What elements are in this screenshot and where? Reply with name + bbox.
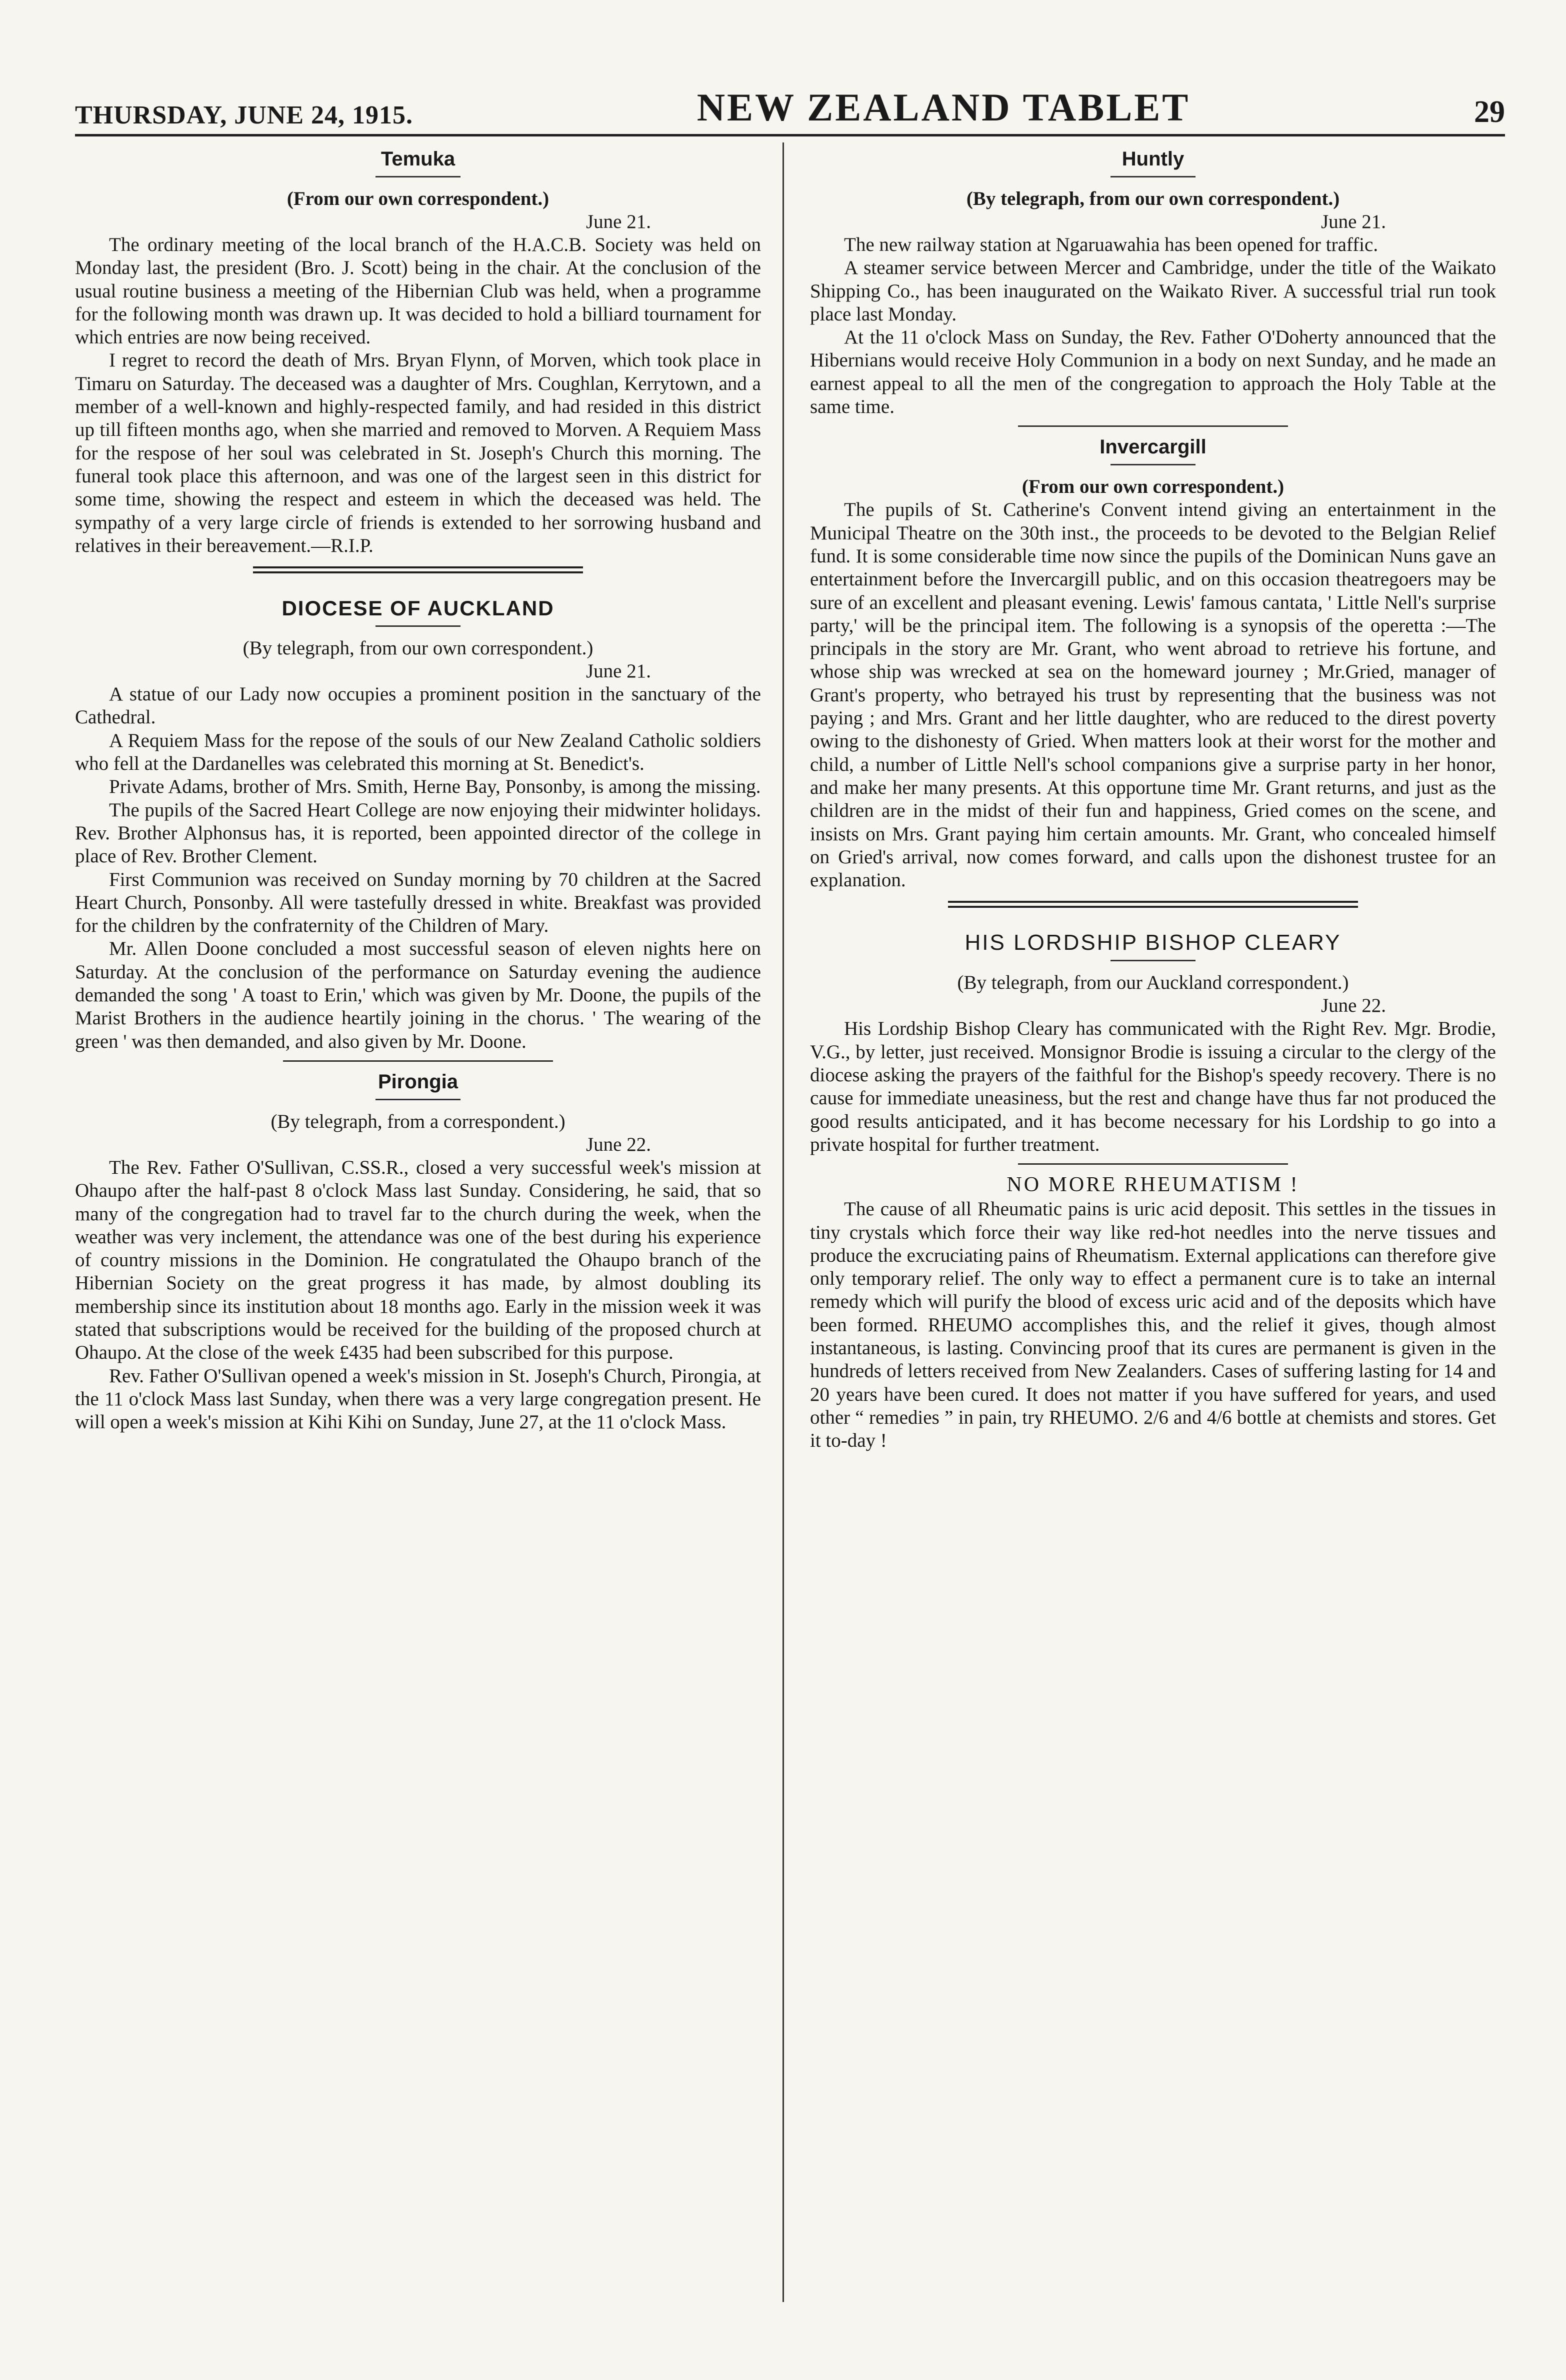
- section-rule: [1018, 1163, 1288, 1165]
- huntly-byline: (By telegraph, from our own correspondent.): [966, 188, 1340, 209]
- heading-rule: [1110, 176, 1196, 177]
- masthead-title: NEW ZEALAND TABLET: [696, 85, 1190, 129]
- section-double-rule: [253, 566, 583, 573]
- heading-rule: [376, 176, 460, 177]
- rheumatism-heading: NO MORE RHEUMATISM !: [1006, 1173, 1300, 1197]
- cleary-article: [810, 930, 1496, 1156]
- auckland-article: [75, 595, 761, 1053]
- temuka-paragraph: I regret to record the death of Mrs. Bryan Flynn, of Morven, which took place in Timaru on Saturday. The deceased was a daughter of Mrs. Coughlan, Kerrytown, and a member of a well-known and highly-respected family, and had resided in this district up till fifteen months ago, when she married and removed to Morven. A Requiem Mass for the respose of her soul was celebrated in St. Joseph's Church this morning. The funeral took place this afternoon, and was one of the largest seen in this district for some time, showing the respect and esteem in which the deceased was held. The sympathy of a very large circle of friends is extended to her sorrowing husband and relatives in their bereavement.—R.I.P.: [75, 349, 761, 556]
- left-column: [75, 146, 761, 1434]
- pirongia-paragraph: Rev. Father O'Sullivan opened a week's mission in St. Joseph's Church, Pirongia, at the 11 o'clock Mass last Sunday, when there was a very large congregation present. He will open a week's mission at Kihi Kihi on Sunday, June 27, at the 11 o'clock Mass.: [75, 1365, 761, 1433]
- right-column: [810, 146, 1496, 1452]
- auckland-paragraph: Private Adams, brother of Mrs. Smith, Herne Bay, Ponsonby, is among the missing.: [109, 776, 761, 798]
- auckland-heading: DIOCESE OF AUCKLAND: [282, 596, 554, 620]
- heading-rule: [1110, 464, 1196, 465]
- section-rule: [1018, 425, 1288, 427]
- temuka-paragraph: The ordinary meeting of the local branch of the H.A.C.B. Society was held on Monday last, the president (Bro. J. Scott) being in the chair. At the conclusion of the usual routine business a meeting of the Hibernian Club was held, when a programme for the following month was drawn up. It was decided to hold a billiard tournament for which entries are now being received.: [75, 234, 761, 348]
- temuka-article: [75, 146, 761, 557]
- huntly-article: [810, 146, 1496, 418]
- auckland-paragraph: A statue of our Lady now occupies a prominent position in the sanctuary of the Cathedral.: [75, 683, 761, 728]
- heading-rule: [376, 1099, 460, 1100]
- invercargill-paragraph: The pupils of St. Catherine's Convent intend giving an entertainment in the Municipal Theatre on the 30th inst., the proceeds to be devoted to the Belgian Relief fund. It is some considerable time now since the pupils of the Dominican Nuns gave an entertainment before the Invercargill public, and on this occasion theatregoers may be sure of an excellent and pleasant evening. Lewis' famous cantata, ' Little Nell's surprise party,' will be the principal item. The following is a synopsis of the operetta :—The principals in the story are Mr. Grant, who went abroad to retrieve his fortune, and whose ship was wrecked at sea on the homeward journey ; Mr.Gried, manager of Grant's property, who betrayed his trust by representing that the business was not paying ; and Mrs. Grant and her little daughter, who are reduced to the direst poverty owing to the dishonesty of Gried. When matters look at their worst for the mother and child, a number of Little Nell's school companions give a surprise party in her honor, and make her many presents. At this opportune time Mr. Grant returns, and just as the children are in the midst of their fun and happiness, Gried comes on the scene, and insists on Mrs. Grant paying him certain amounts. Mr. Grant, who concealed himself on Gried's arrival, now comes forward, and calls upon the dishonest trustee for an explanation.: [810, 499, 1496, 891]
- invercargill-article: [810, 434, 1496, 892]
- temuka-heading: Temuka: [380, 148, 456, 170]
- section-double-rule: [948, 901, 1358, 908]
- auckland-paragraph: Mr. Allen Doone concluded a most successful season of eleven nights here on Saturday. At the conclusion of the performance on Saturday evening the audience demanded the song ' A toast to Erin,' which was given by Mr. Doone, the pupils of the Marist Brothers in the audience heartily joining in the chorus. ' The wearing of the green ' was then demanded, and also given by Mr. Doone.: [75, 938, 761, 1052]
- cleary-date: June 22.: [1321, 995, 1386, 1017]
- auckland-date: June 21.: [586, 660, 651, 682]
- heading-rule: [1110, 960, 1196, 961]
- rheumatism-paragraph: The cause of all Rheumatic pains is uric acid deposit. This settles in the tissues in tiny crystals which force their way like red-hot needles into the nerve tissues and produce the excruciating pains of Rheumatism. External applications can therefore give only temporary relief. The only way to effect a permanent cure is to take an internal remedy which will purify the blood of excess uric acid and of the deposits which have been formed. RHEUMO accomplishes this, and the relief it gives, though almost instantaneous, is lasting. Convincing proof that its cures are permanent is given in the hundreds of letters received from New Zealanders. Cases of suffering lasting for 14 and 20 years have been cured. It does not matter if you have suffered for years, and used other “ remedies ” in pain, try RHEUMO. 2/6 and 4/6 bottle at chemists and stores. Get it to-day !: [810, 1198, 1496, 1452]
- heading-rule: [376, 625, 460, 627]
- page-number: 29: [1474, 95, 1505, 129]
- cleary-paragraph: His Lordship Bishop Cleary has communicated with the Right Rev. Mgr. Brodie, V.G., by letter, just received. Monsignor Brodie is issuing a circular to the clergy of the diocese asking the prayers of the faithful for the Bishop's speedy recovery. There is no cause for immediate uneasiness, but the rest and change have thus far not produced the good results anticipated, and it has become necessary for his Lordship to go into a private hospital for further treatment.: [810, 1018, 1496, 1155]
- huntly-heading: Huntly: [1122, 148, 1184, 170]
- cleary-byline: (By telegraph, from our Auckland correspondent.): [957, 972, 1349, 994]
- auckland-paragraph: The pupils of the Sacred Heart College are now enjoying their midwinter holidays. Rev. Brother Alphonsus has, it is reported, been appointed director of the college in place of Rev. Brother Clement.: [75, 799, 761, 867]
- huntly-date: June 21.: [1321, 211, 1386, 232]
- huntly-paragraph: At the 11 o'clock Mass on Sunday, the Rev. Father O'Doherty announced that the Hibernians would receive Holy Communion in a body on next Sunday, and he made an earnest appeal to all the men of the congregation to approach the Holy Table at the same time.: [810, 326, 1496, 418]
- section-rule: [283, 1060, 553, 1062]
- auckland-paragraph: A Requiem Mass for the repose of the souls of our New Zealand Catholic soldiers who fell at the Dardanelles was celebrated this morning at St. Benedict's.: [75, 729, 761, 775]
- pirongia-heading: Pirongia: [378, 1070, 458, 1093]
- invercargill-heading: Invercargill: [1100, 436, 1206, 458]
- header-rule: [75, 134, 1505, 136]
- rheumatism-advert: [810, 1172, 1496, 1452]
- pirongia-article: [75, 1069, 761, 1434]
- huntly-paragraph: The new railway station at Ngaruawahia has been opened for traffic.: [844, 234, 1378, 255]
- auckland-byline: (By telegraph, from our own correspondent.): [242, 637, 594, 659]
- issue-date: THURSDAY, JUNE 24, 1915.: [75, 101, 414, 129]
- temuka-date: June 21.: [586, 211, 651, 232]
- pirongia-paragraph: The Rev. Father O'Sullivan, C.SS.R., closed a very successful week's mission at Ohaupo after the half-past 8 o'clock Mass last Sunday. Considering, he said, that so many of the congregation had to travel far to the church during the week, when the weather was very inclement, the attendance was one of the best during his experience of country missions in the Dominion. He congratulated the Ohaupo branch of the Hibernian Society on the great progress it has made, by almost doubling its membership since its institution about 18 months ago. Early in the mission week it was stated that subscriptions would be received for the building of the proposed church at Ohaupo. At the close of the week £435 had been subscribed for this purpose.: [75, 1156, 761, 1364]
- pirongia-byline: (By telegraph, from a correspondent.): [270, 1110, 566, 1132]
- huntly-paragraph: A steamer service between Mercer and Cambridge, under the title of the Waikato Shipping Co., has been inaugurated on the Waikato River. A successful trial run took place last Monday.: [810, 257, 1496, 325]
- auckland-paragraph: First Communion was received on Sunday morning by 70 children at the Sacred Heart Church, Ponsonby. All were tastefully dressed in white. Breakfast was provided for the children by the confraternity of the Children of Mary.: [75, 868, 761, 937]
- cleary-heading: HIS LORDSHIP BISHOP CLEARY: [964, 930, 1342, 955]
- invercargill-byline: (From our own correspondent.): [1022, 476, 1284, 498]
- temuka-byline: (From our own correspondent.): [286, 188, 550, 209]
- page-header: [75, 85, 1505, 130]
- column-divider: [782, 142, 784, 2302]
- pirongia-date: June 22.: [586, 1133, 651, 1155]
